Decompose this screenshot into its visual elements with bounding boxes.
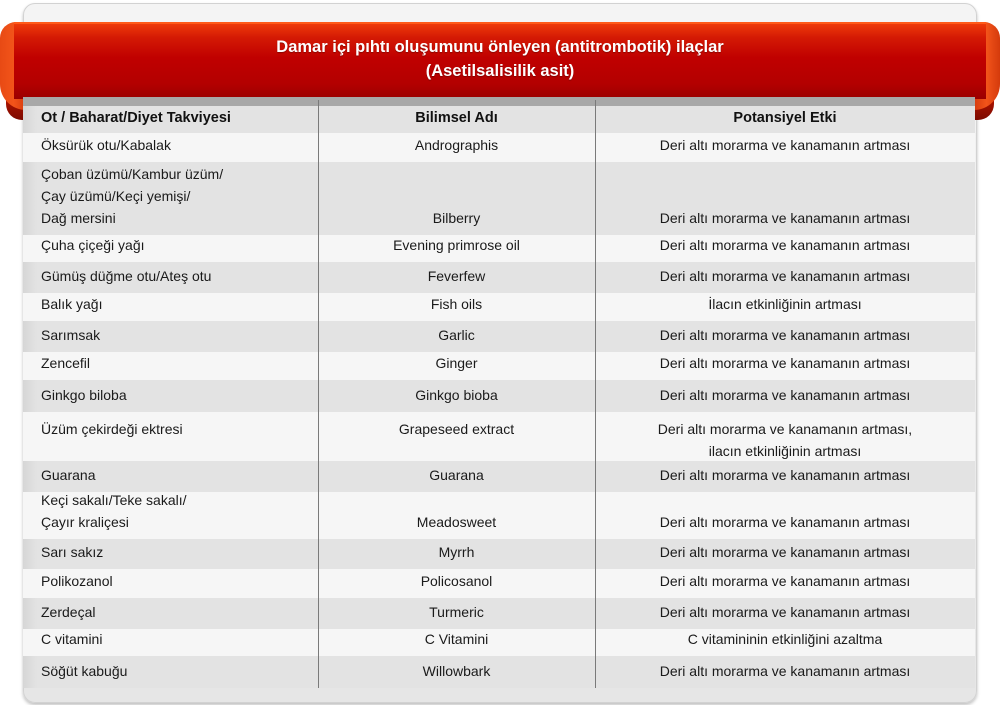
cell-effect-text: Deri altı morarma ve kanamanın artması bbox=[659, 327, 911, 343]
cell-herb-text: Çayır kraliçesi bbox=[41, 514, 129, 530]
cell-herb-text: Ginkgo biloba bbox=[41, 387, 127, 403]
cell-scientific-text: Fish oils bbox=[430, 296, 483, 312]
cell-effect-text: Deri altı morarma ve kanamanın artması bbox=[659, 514, 911, 530]
cell-scientific bbox=[318, 352, 595, 380]
cell-scientific bbox=[318, 162, 595, 235]
table-row bbox=[23, 569, 975, 598]
cell-herb bbox=[23, 293, 318, 321]
cell-scientific-text: Garlic bbox=[438, 327, 475, 343]
cell-scientific bbox=[318, 569, 595, 598]
cell-herb-text: Söğüt kabuğu bbox=[41, 663, 128, 679]
cell-herb-text: Üzüm çekirdeği ektresi bbox=[41, 421, 183, 437]
cell-scientific-text: Ginger bbox=[435, 355, 478, 371]
cell-effect bbox=[595, 262, 975, 293]
cell-herb bbox=[23, 629, 318, 656]
cell-effect bbox=[595, 656, 975, 688]
cell-herb bbox=[23, 321, 318, 352]
header-effect bbox=[595, 106, 975, 133]
cell-herb-text: Çay üzümü/Keçi yemişi/ bbox=[41, 188, 191, 204]
cell-effect-text: Deri altı morarma ve kanamanın artması bbox=[659, 237, 911, 253]
table-row bbox=[23, 598, 975, 629]
cell-effect bbox=[595, 412, 975, 461]
cell-scientific-text: Willowbark bbox=[422, 663, 491, 679]
table-row bbox=[23, 293, 975, 321]
table-row bbox=[23, 539, 975, 569]
table-row bbox=[23, 380, 975, 412]
cell-effect-text: Deri altı morarma ve kanamanın artması bbox=[659, 210, 911, 226]
cell-effect-text: Deri altı morarma ve kanamanın artması bbox=[659, 387, 911, 403]
cell-effect-text: Deri altı morarma ve kanamanın artması bbox=[659, 467, 911, 483]
table-row bbox=[23, 162, 975, 235]
cell-scientific bbox=[318, 598, 595, 629]
cell-scientific bbox=[318, 235, 595, 262]
cell-scientific bbox=[318, 133, 595, 162]
table-row bbox=[23, 321, 975, 352]
cell-scientific bbox=[318, 412, 595, 461]
cell-scientific bbox=[318, 262, 595, 293]
cell-scientific-text: C Vitamini bbox=[424, 631, 489, 647]
cell-effect-text: İlacın etkinliğinin artması bbox=[708, 296, 862, 312]
cell-scientific-text: Grapeseed extract bbox=[398, 421, 515, 437]
cell-effect-text: Deri altı morarma ve kanamanın artması bbox=[659, 268, 911, 284]
cell-effect bbox=[595, 598, 975, 629]
cell-herb bbox=[23, 262, 318, 293]
header-divider-strip bbox=[23, 97, 975, 106]
header-herb bbox=[23, 106, 318, 133]
cell-herb-text: Gümüş düğme otu/Ateş otu bbox=[41, 268, 212, 284]
table-row bbox=[23, 461, 975, 492]
cell-scientific bbox=[318, 321, 595, 352]
cell-effect-text: C vitamininin etkinliğini azaltma bbox=[687, 631, 883, 647]
cell-scientific-text: Turmeric bbox=[429, 604, 484, 620]
cell-herb bbox=[23, 162, 318, 235]
cell-effect bbox=[595, 539, 975, 569]
title-ribbon bbox=[0, 22, 1000, 98]
cell-effect-text: Deri altı morarma ve kanamanın artması bbox=[659, 137, 911, 153]
cell-herb-text: Polikozanol bbox=[41, 573, 113, 589]
cell-scientific bbox=[318, 461, 595, 492]
cell-herb bbox=[23, 461, 318, 492]
table-row bbox=[23, 492, 975, 539]
cell-herb-text: Çoban üzümü/Kambur üzüm/ bbox=[41, 166, 224, 182]
cell-herb bbox=[23, 352, 318, 380]
header-effect-label: Potansiyel Etki bbox=[733, 110, 837, 126]
cell-scientific bbox=[318, 293, 595, 321]
cell-herb bbox=[23, 656, 318, 688]
table-row bbox=[23, 412, 975, 461]
title-line-2: (Asetilsalisilik asit) bbox=[425, 62, 575, 80]
cell-scientific-text: Feverfew bbox=[427, 268, 486, 284]
cell-herb-text: Dağ mersini bbox=[41, 210, 116, 226]
cell-herb-text: Keçi sakalı/Teke sakalı/ bbox=[41, 492, 187, 508]
table-row bbox=[23, 262, 975, 293]
cell-effect-text: Deri altı morarma ve kanamanın artması bbox=[659, 355, 911, 371]
cell-herb bbox=[23, 539, 318, 569]
header-herb-label: Ot / Baharat/Diyet Takviyesi bbox=[41, 110, 231, 126]
cell-herb-text: Zencefil bbox=[41, 355, 91, 371]
cell-effect bbox=[595, 235, 975, 262]
page-title bbox=[14, 35, 986, 83]
table-row bbox=[23, 235, 975, 262]
column-divider-1 bbox=[318, 100, 319, 688]
table-row bbox=[23, 656, 975, 688]
cell-herb bbox=[23, 412, 318, 461]
cell-scientific bbox=[318, 539, 595, 569]
cell-effect-text: Deri altı morarma ve kanamanın artması bbox=[659, 604, 911, 620]
ribbon-banner bbox=[14, 22, 986, 99]
cell-scientific-text: Ginkgo bioba bbox=[415, 387, 498, 403]
cell-scientific-text: Meadosweet bbox=[416, 514, 497, 530]
table-row bbox=[23, 133, 975, 162]
cell-herb-text: Guarana bbox=[41, 467, 96, 483]
cell-herb-text: Öksürük otu/Kabalak bbox=[41, 137, 171, 153]
interaction-table bbox=[23, 106, 975, 688]
cell-herb bbox=[23, 569, 318, 598]
cell-effect bbox=[595, 133, 975, 162]
cell-effect bbox=[595, 569, 975, 598]
cell-effect bbox=[595, 321, 975, 352]
cell-herb bbox=[23, 598, 318, 629]
cell-herb-text: Sarımsak bbox=[41, 327, 101, 343]
cell-effect-text: Deri altı morarma ve kanamanın artması bbox=[659, 663, 911, 679]
cell-effect bbox=[595, 629, 975, 656]
cell-scientific-text: Policosanol bbox=[420, 573, 493, 589]
cell-effect-text: ilacın etkinliğinin artması bbox=[708, 443, 862, 459]
header-scientific bbox=[318, 106, 595, 133]
cell-effect bbox=[595, 461, 975, 492]
cell-scientific bbox=[318, 629, 595, 656]
table-header-row bbox=[23, 106, 975, 133]
cell-scientific-text: Myrrh bbox=[438, 544, 475, 560]
cell-scientific-text: Bilberry bbox=[432, 210, 481, 226]
cell-scientific bbox=[318, 380, 595, 412]
cell-effect bbox=[595, 162, 975, 235]
cell-herb-text: Balık yağı bbox=[41, 296, 103, 312]
cell-herb-text: Çuha çiçeği yağı bbox=[41, 237, 145, 253]
cell-herb bbox=[23, 380, 318, 412]
cell-herb bbox=[23, 492, 318, 539]
cell-scientific bbox=[318, 656, 595, 688]
cell-effect-text: Deri altı morarma ve kanamanın artması bbox=[659, 544, 911, 560]
cell-effect-text: Deri altı morarma ve kanamanın artması bbox=[659, 573, 911, 589]
cell-effect bbox=[595, 352, 975, 380]
table-row bbox=[23, 629, 975, 656]
header-scientific-label: Bilimsel Adı bbox=[415, 110, 498, 126]
cell-effect-text: Deri altı morarma ve kanamanın artması, bbox=[657, 421, 913, 437]
cell-effect bbox=[595, 380, 975, 412]
cell-scientific-text: Evening primrose oil bbox=[393, 237, 520, 253]
cell-herb-text: Zerdeçal bbox=[41, 604, 96, 620]
cell-herb bbox=[23, 133, 318, 162]
table-row bbox=[23, 352, 975, 380]
cell-effect bbox=[595, 293, 975, 321]
column-divider-2 bbox=[595, 100, 596, 688]
cell-scientific bbox=[318, 492, 595, 539]
cell-herb-text: C vitamini bbox=[41, 631, 103, 647]
cell-scientific-text: Andrographis bbox=[414, 137, 499, 153]
cell-scientific-text: Guarana bbox=[429, 467, 484, 483]
cell-herb bbox=[23, 235, 318, 262]
title-line-1: Damar içi pıhtı oluşumunu önleyen (antitrombotik) ilaçlar bbox=[276, 38, 724, 56]
cell-herb-text: Sarı sakız bbox=[41, 544, 104, 560]
cell-effect bbox=[595, 492, 975, 539]
